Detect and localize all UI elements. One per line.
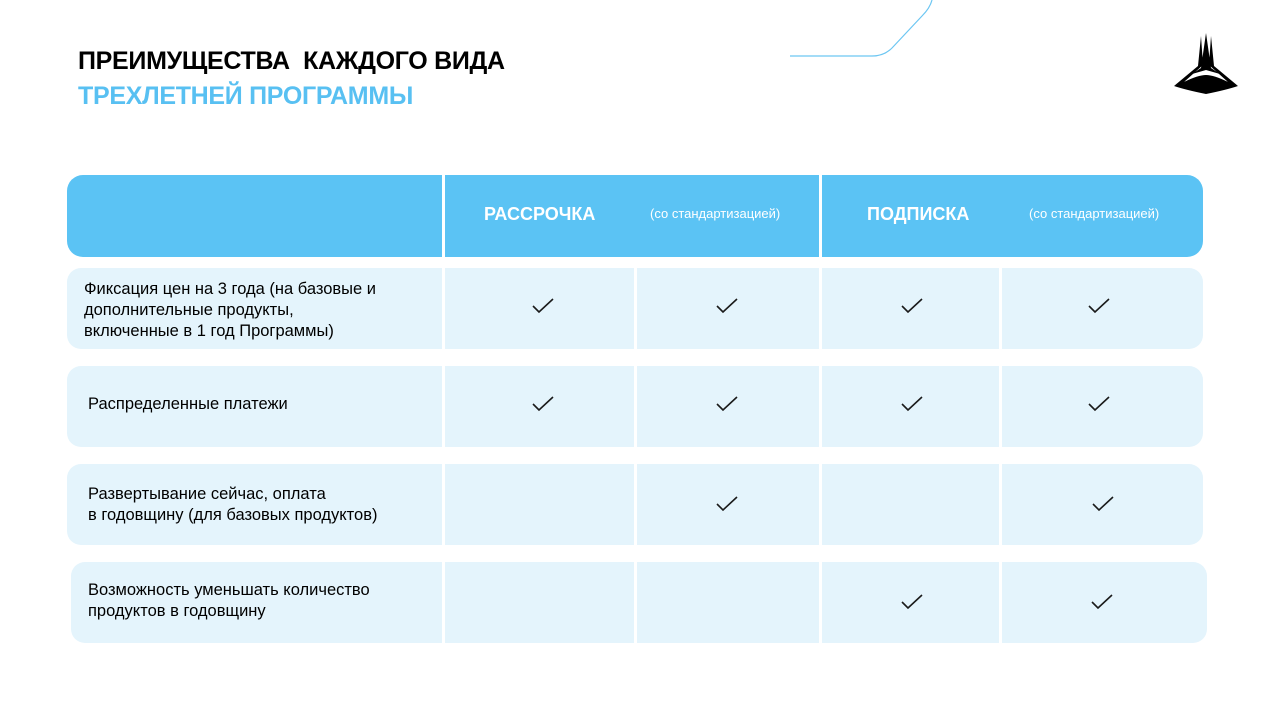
check-icon [1091,594,1113,610]
row-divider [442,562,445,643]
row-label [88,580,370,622]
check-icon [901,298,923,314]
check-icon [901,396,923,412]
row-divider [819,464,822,545]
row-label-line: продуктов в годовщину [88,602,266,620]
row-label [88,484,378,526]
row-label [88,394,288,415]
page-subtitle: ТРЕХЛЕТНЕЙ ПРОГРАММЫ [78,82,414,110]
row-divider [819,268,822,349]
column-header-installment: РАССРОЧКА [484,204,596,224]
row-divider [634,268,637,349]
row-divider [442,366,445,447]
row-divider [442,268,445,349]
row-label-line: в годовщину (для базовых продуктов) [88,506,378,524]
column-subheader-installment: (со стандартизацией) [650,206,781,221]
row-divider [999,268,1002,349]
row-divider [634,562,637,643]
row-label-line: Распределенные платежи [88,395,288,413]
header-divider [819,175,822,257]
check-icon [716,396,738,412]
row-label-line: Фиксация цен на 3 года (на базовые и [84,280,376,298]
row-divider [999,562,1002,643]
check-icon [532,298,554,314]
check-icon [716,298,738,314]
row-label-line: Развертывание сейчас, оплата [88,485,326,503]
header-divider [442,175,445,257]
row-divider [819,366,822,447]
row-divider [634,366,637,447]
column-header-subscription: ПОДПИСКА [867,204,970,224]
row-divider [819,562,822,643]
row-divider [442,464,445,545]
row-divider [999,366,1002,447]
row-label [84,279,376,342]
check-icon [1088,298,1110,314]
logo-icon [1168,30,1244,98]
check-icon [532,396,554,412]
check-icon [716,496,738,512]
row-label-line: дополнительные продукты, [84,301,294,319]
row-label-line: Возможность уменьшать количество [88,581,370,599]
check-icon [1088,396,1110,412]
check-icon [1092,496,1114,512]
row-divider [999,464,1002,545]
row-label-line: включенные в 1 год Программы) [84,322,334,340]
page-title: ПРЕИМУЩЕСТВА КАЖДОГО ВИДА [78,47,505,75]
check-icon [901,594,923,610]
row-divider [634,464,637,545]
column-subheader-subscription: (со стандартизацией) [1029,206,1160,221]
